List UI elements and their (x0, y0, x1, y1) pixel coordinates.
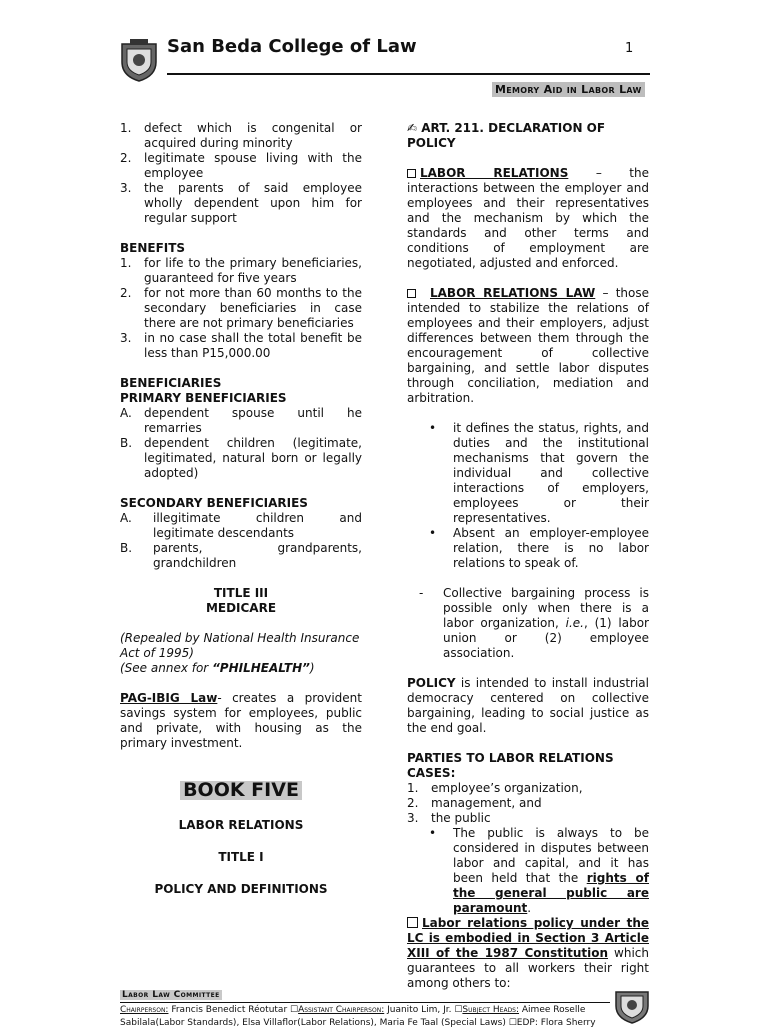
left-column (120, 121, 362, 897)
labor-law-bullets (407, 421, 649, 571)
footer-line-2: Sabilala(Labor Standards), Elsa Villaflor(Labor Relations), Maria Fe Taal (Special Laws) ☐EDP: Flora Sherry (120, 1018, 596, 1028)
repealed-note: (Repealed by National Health Insurance Act of 1995) (120, 631, 360, 660)
footer-rule (120, 1002, 610, 1003)
page-number: 1 (625, 41, 634, 56)
list-item: 1. for life to the primary beneficiaries, guaranteed for five years (120, 256, 362, 285)
checkbox-icon (407, 289, 416, 298)
hand-writing-icon: ✍ (407, 121, 422, 135)
list-item: • The public is always to be considered in disputes between labor and capital, and it has been held that the rights of the general public are paramount. (429, 826, 650, 915)
policy-paragraph: POLICY is intended to install industrial democracy centered on collective bargaining, leading to social justice as the end goal. (407, 676, 649, 735)
pagibig-paragraph: PAG-IBIG Law- creates a provident savings system for employees, public and private, with housing as the primary investment. (120, 691, 362, 750)
list-item: 1. employee’s organization, (407, 781, 583, 795)
bullet-icon: • (429, 826, 437, 840)
list-item: - Collective bargaining process is possible only when there is a labor organization, i.e., (1) labor union or (2) employee association. (419, 586, 649, 660)
footer-committee-label: Labor Law Committee (122, 990, 220, 1000)
list-item: 1. defect which is congenital or acquired during minority (120, 121, 362, 150)
dependents-list (120, 121, 362, 226)
list-item: 3. the public (407, 811, 491, 825)
list-item: B. parents, grandparents, grandchildren (120, 541, 362, 570)
list-item: B. dependent children (legitimate, legitimated, natural born or legally adopted) (120, 436, 362, 480)
title-iii-heading: TITLE III (213, 586, 269, 600)
parties-heading: PARTIES TO LABOR RELATIONS CASES: (407, 751, 614, 780)
primary-beneficiaries-list (120, 406, 362, 481)
benefits-list (120, 256, 362, 361)
title-i-heading: TITLE I (218, 850, 264, 864)
labor-relations-law-definition: LABOR RELATIONS LAW – those intended to stabilize the relations of employees and their employers, adjust differences between them through the encouragement of collective bargaining, and settle labor disputes through conciliation, mediation and arbitration. (407, 286, 649, 405)
collective-bargaining-note (407, 586, 649, 661)
list-item: 3. in no case shall the total benefit be less than P15,000.00 (120, 331, 362, 360)
memory-aid-label: Memory Aid in Labor Law (492, 82, 645, 97)
list-item: A. dependent spouse until he remarries (120, 406, 362, 435)
labor-relations-definition: LABOR RELATIONS – the interactions between the employer and employees and their representatives and the mechanism by which the standards and other terms and conditions of employment are negotiated, adjusted and enforced. (407, 166, 649, 270)
committee-seal-logo (612, 988, 652, 1024)
book-five-heading: BOOK FIVE (180, 781, 302, 800)
list-item: A. illegitimate children and legitimate descendants (120, 511, 362, 540)
policy-definitions-heading: POLICY AND DEFINITIONS (154, 882, 328, 896)
page-header-title: San Beda College of Law (167, 36, 417, 57)
annex-note: (See annex for “PHILHEALTH”) (120, 661, 315, 675)
list-item: • it defines the status, rights, and duties and the institutional mechanisms that govern the individual and collective interactions of employers, employees or their representatives. (429, 421, 649, 525)
public-bullet (407, 826, 649, 916)
primary-beneficiaries-heading: PRIMARY BENEFICIARIES (120, 391, 287, 405)
college-seal-logo (118, 38, 160, 82)
beneficiaries-heading: BENEFICIARIES (120, 376, 222, 390)
bullet-icon: • (429, 526, 437, 540)
list-item: 2. management, and (407, 796, 542, 810)
list-item: • Absent an employer-employee relation, there is no labor relations to speak of. (429, 526, 649, 570)
header-rule (167, 73, 650, 75)
benefits-heading: BENEFITS (120, 241, 186, 255)
pagibig-label: PAG-IBIG Law (120, 691, 218, 705)
footer-line-1: Chairperson: Francis Benedict Réotutar ☐Assistant Chairperson: Juanito Lim, Jr. ☐Subject Heads: Aimee Roselle (120, 1005, 586, 1015)
footer-credits (120, 1004, 610, 1030)
list-item: 2. for not more than 60 months to the secondary beneficiaries in case there are not primary beneficiaries (120, 286, 362, 330)
parties-list (407, 781, 649, 826)
art-211-heading: ✍ ART. 211. DECLARATION OF POLICY (407, 121, 606, 150)
list-item: 2. legitimate spouse living with the employee (120, 151, 362, 180)
list-item: 3. the parents of said employee wholly dependent upon him for regular support (120, 181, 362, 225)
dash-icon: - (419, 586, 424, 600)
lc-policy-paragraph: Labor relations policy under the LC is embodied in Section 3 Article XIII of the 1987 Constitution which guarantees to all workers their right among others to: (407, 916, 650, 990)
right-column (407, 121, 649, 991)
secondary-beneficiaries-heading: SECONDARY BENEFICIARIES (120, 496, 308, 510)
labor-relations-heading: LABOR RELATIONS (178, 818, 304, 832)
bullet-icon: • (429, 421, 437, 435)
secondary-beneficiaries-list (120, 511, 362, 571)
checkbox-icon (407, 169, 416, 178)
book-five-wrap (120, 781, 362, 800)
checkbox-icon (407, 917, 418, 928)
medicare-heading: MEDICARE (205, 601, 277, 615)
